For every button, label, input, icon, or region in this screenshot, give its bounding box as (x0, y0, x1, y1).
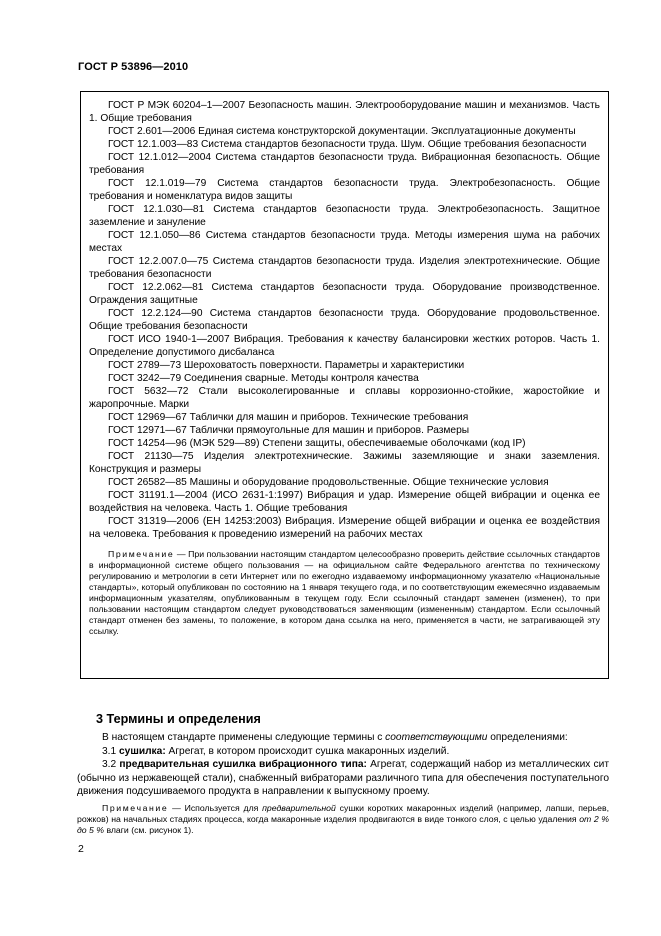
reference-item: ГОСТ ИСО 1940-1—2007 Вибрация. Требования к качеству балансировки жестких роторов. Часть 1. Определение допустимого дисбаланса (89, 334, 600, 358)
note-text: — Используется для (168, 802, 263, 813)
term-number: 3.1 (102, 745, 119, 757)
section-intro (77, 731, 609, 745)
reference-item: ГОСТ 12.1.050—86 Система стандартов безопасности труда. Методы измерения шума на рабочих местах (89, 230, 600, 254)
reference-item: ГОСТ 2.601—2006 Единая система конструкторской документации. Эксплуатационные документы (108, 126, 576, 137)
intro-italic: соответствующими (385, 732, 488, 743)
reference-item: ГОСТ 31191.1—2004 (ИСО 2631-1:1997) Вибрация и удар. Измерение общей вибрации и оценка ее воздействия на человека. Часть 1. Общие требования (89, 490, 600, 514)
term-3-1 (77, 745, 609, 759)
normative-references-box (80, 91, 609, 679)
reference-item: ГОСТ 21130—75 Изделия электротехнические. Зажимы заземляющие и знаки заземления. Конструкция и размеры (89, 451, 600, 475)
reference-item: ГОСТ Р МЭК 60204–1—2007 Безопасность машин. Электрооборудование машин и механизмов. Часть 1. Общие требования (89, 100, 600, 124)
term-name: предварительная сушилка вибрационного типа: (119, 759, 367, 771)
term-note (77, 803, 609, 836)
reference-list (89, 99, 600, 541)
term-definition: Агрегат, в котором происходит сушка макаронных изделий. (165, 745, 450, 757)
reference-item: ГОСТ 31319—2006 (ЕН 14253:2003) Вибрация. Измерение общей вибрации и оценка ее воздействия на человека. Требования к проведению измерений на рабочих местах (89, 516, 600, 540)
note-label: Примечание (102, 802, 169, 813)
reference-item: ГОСТ 12.1.019—79 Система стандартов безопасности труда. Электробезопасность. Общие требования и номенклатура видов защиты (89, 178, 600, 202)
intro-text: В настоящем стандарте применены следующие термины с (102, 732, 386, 743)
reference-item: ГОСТ 3242—79 Соединения сварные. Методы контроля качества (108, 373, 419, 384)
reference-item: ГОСТ 12.1.003—83 Система стандартов безопасности труда. Шум. Общие требования безопасности (108, 139, 587, 150)
reference-item: ГОСТ 12.2.007.0—75 Система стандартов безопасности труда. Изделия электротехнические. Общие требования безопасности (89, 256, 600, 280)
term-name: сушилка: (119, 745, 166, 757)
section-title: 3 Термины и определения (96, 712, 261, 726)
term-3-2 (77, 758, 609, 799)
reference-item: ГОСТ 12.2.124—90 Система стандартов безопасности труда. Оборудование продовольственное. Общие требования безопасности (89, 308, 600, 332)
note-italic: предварительной (262, 802, 336, 813)
intro-text-end: определениями: (487, 732, 568, 743)
reference-item: ГОСТ 12969—67 Таблички для машин и приборов. Технические требования (108, 412, 469, 423)
term-number: 3.2 (102, 759, 120, 771)
reference-item: ГОСТ 12.2.062—81 Система стандартов безопасности труда. Оборудование производственное. Ограждения защитные (89, 282, 600, 306)
note-text: влаги (см. рисунок 1). (104, 824, 194, 835)
note-label: Примечание (108, 549, 175, 559)
reference-item: ГОСТ 5632—72 Стали высоколегированные и сплавы коррозионно-стойкие, жаростойкие и жаропрочные. Марки (89, 386, 600, 410)
document-header: ГОСТ Р 53896—2010 (78, 61, 189, 73)
reference-item: ГОСТ 12.1.012—2004 Система стандартов безопасности труда. Вибрационная безопасность. Общие требования (89, 152, 600, 176)
reference-item: ГОСТ 26582—85 Машины и оборудование продовольственные. Общие технические условия (108, 477, 549, 488)
section-body (77, 731, 609, 836)
page-number: 2 (78, 843, 84, 855)
reference-item: ГОСТ 2789—73 Шероховатость поверхности. Параметры и характеристики (108, 360, 465, 371)
reference-item: ГОСТ 12971—67 Таблички прямоугольные для машин и приборов. Размеры (108, 425, 470, 436)
reference-item: ГОСТ 14254—96 (МЭК 529—89) Степени защиты, обеспечиваемые оболочками (код IP) (108, 438, 526, 449)
note-text: — При пользовании настоящим стандартом целесообразно проверить действие ссылочных стандартов в информационной системе общего пользования — на официальном сайте Федерального агентства по техническому регулированию и метрологии в сети Интернет или по ежегодно издаваемому информационному указателю «Национальные стандарты», который опубликован по состоянию на 1 января текущего года, и по соответствующим ежемесячно издаваемым информационным указателям, опубликованным в текущем году. Если ссылочный стандарт заменен (изменен), то при пользовании настоящим стандартом следует руководствоваться заменяющим (измененным) стандартом. Если ссылочный стандарт отменен без замены, то положение, в котором дана ссылка на него, применяется в части, не затрагивающей эту ссылку. (89, 549, 600, 636)
term-definition: Агрегат, содержащий набор из металлических сит (обычно из нержавеющей стали), снабженный вибраторами различного типа для обеспечения поступательного движения подсушиваемого продукта в направлении к выпускному проему. (77, 759, 609, 798)
note-text: сушки коротких макаронных изделий (например, лапши, перьев, рожков) на начальных стадиях процесса, когда макаронные изделия продвигаются в виде тонкого слоя, с целью удаления (77, 802, 609, 824)
reference-item: ГОСТ 12.1.030—81 Система стандартов безопасности труда. Электробезопасность. Защитное заземление и зануление (89, 204, 600, 228)
note-italic: от 2 % до 5 % (77, 813, 610, 835)
reference-note (89, 549, 600, 637)
